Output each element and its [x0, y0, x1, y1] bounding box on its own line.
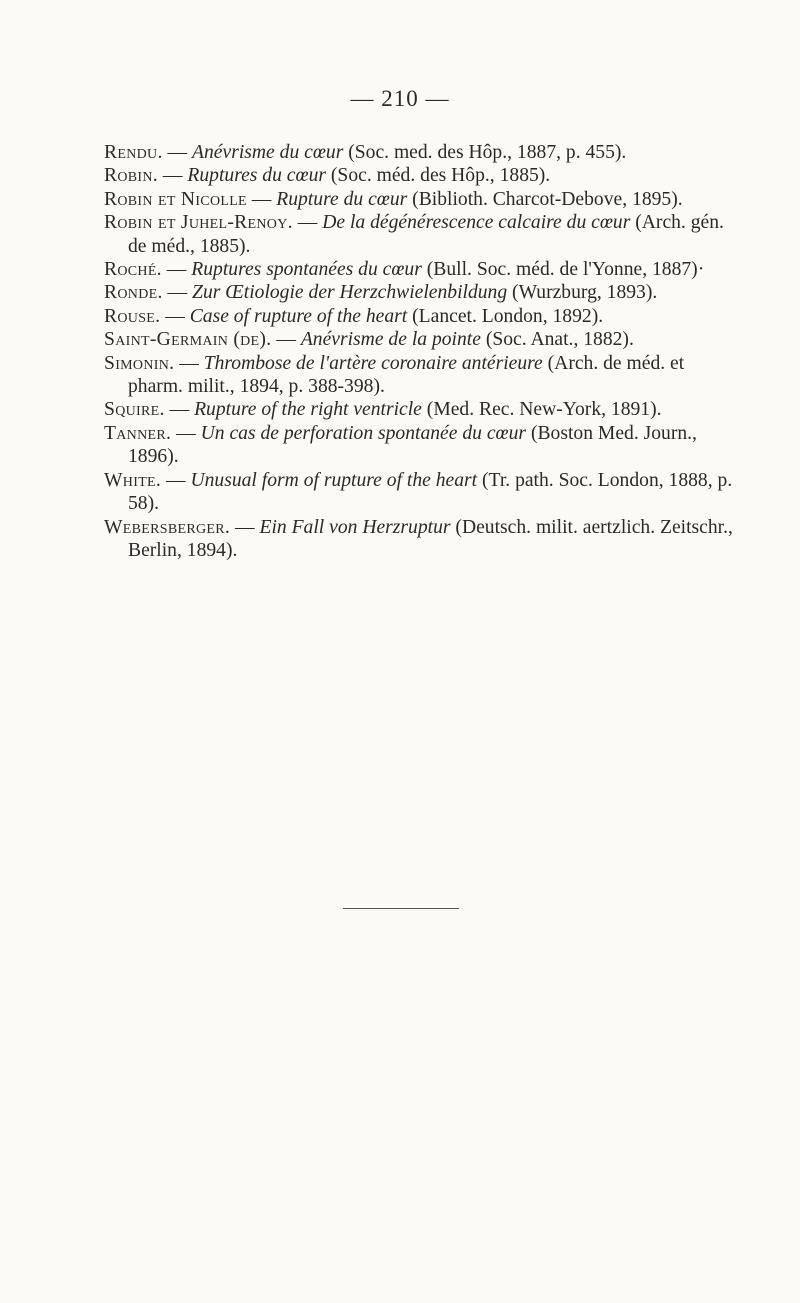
reference-separator: — [164, 399, 195, 421]
reference-author: Ronde. [104, 282, 163, 304]
reference-item [104, 281, 744, 304]
reference-title: Ein Fall von Herzruptur [259, 516, 451, 538]
reference-details: (Deutsch. milit. aertzlich. Zeitschr., Berlin, 1894). [128, 516, 733, 561]
reference-separator: — [161, 259, 192, 281]
reference-item [104, 352, 744, 399]
reference-author: White. [104, 469, 162, 491]
end-rule [343, 908, 459, 909]
reference-author: Robin et Juhel-Renoy. [104, 212, 293, 234]
reference-separator: — [162, 142, 193, 163]
reference-author: Robin. [104, 165, 158, 187]
reference-separator: — [174, 352, 204, 374]
reference-author: Simonin. [104, 352, 175, 374]
reference-separator: — [292, 212, 323, 234]
reference-details: (Arch. gén. de méd., 1885). [128, 212, 724, 257]
reference-title: De la dégénérescence calcaire du cœur [322, 212, 631, 234]
reference-author: Webersberger. [104, 516, 231, 538]
reference-title: Zur Œtiologie der Herzchwielenbildung [192, 282, 508, 304]
reference-title: Ruptures du cœur [187, 165, 326, 187]
reference-title: Case of rupture of the heart [189, 305, 408, 327]
reference-details: (Soc. med. des Hôp., 1887, p. 455). [343, 142, 627, 163]
reference-title: Thrombose de l'artère coronaire antérieure [203, 352, 543, 374]
reference-item [104, 188, 744, 211]
reference-details: (Tr. path. Soc. London, 1888, p. 58). [128, 469, 733, 515]
reference-separator: — [162, 282, 193, 304]
reference-separator: — [246, 188, 277, 210]
reference-author: Rouse. [104, 305, 161, 327]
reference-separator: — [171, 422, 201, 444]
reference-title: Unusual form of rupture of the heart [190, 469, 478, 491]
reference-title: Ruptures spontanées du cœur [191, 259, 422, 281]
reference-list [104, 141, 744, 562]
reference-title: Un cas de perforation spontanée du cœur [200, 422, 527, 444]
reference-author: Robin et Nicolle [104, 188, 247, 210]
reference-separator: — [230, 516, 260, 538]
reference-separator: — [161, 469, 191, 491]
reference-details: (Soc. méd. des Hôp., 1885). [326, 165, 551, 187]
reference-details: (Boston Med. Journ., 1896). [128, 422, 697, 468]
reference-details: (Lancet. London, 1892). [407, 305, 604, 327]
reference-title: Rupture du cœur [276, 188, 408, 210]
reference-details: (Arch. de méd. et pharm. milit., 1894, p. 388-398). [128, 352, 685, 398]
reference-item [104, 328, 744, 351]
reference-item [104, 516, 744, 563]
reference-author: Roché. [104, 259, 162, 281]
reference-title: Rupture of the right ventricle [194, 399, 422, 421]
reference-item [104, 211, 744, 258]
page-number: — 210 — [350, 86, 450, 111]
reference-separator: — [160, 305, 190, 327]
reference-details: (Biblioth. Charcot-Debove, 1895). [407, 188, 683, 210]
reference-author: Tanner. [104, 422, 172, 444]
reference-separator: — [271, 329, 301, 351]
reference-separator: — [158, 165, 188, 187]
reference-title: Anévrisme du cœur [192, 142, 344, 163]
reference-item [104, 469, 744, 516]
reference-title: Anévrisme de la pointe [300, 329, 481, 351]
reference-details: (Soc. Anat., 1882). [480, 329, 634, 351]
reference-author: Saint-Germain (de). [104, 329, 272, 351]
reference-item [104, 141, 744, 164]
reference-details: (Med. Rec. New-York, 1891). [421, 399, 662, 421]
reference-item [104, 398, 744, 421]
reference-item [104, 164, 744, 187]
reference-item [104, 422, 744, 469]
reference-item [104, 258, 744, 281]
reference-details: (Bull. Soc. méd. de l'Yonne, 1887)· [421, 259, 705, 281]
reference-author: Rendu. [104, 142, 163, 163]
reference-author: Squire. [104, 399, 165, 421]
reference-item [104, 305, 744, 328]
reference-details: (Wurzburg, 1893). [507, 282, 658, 304]
